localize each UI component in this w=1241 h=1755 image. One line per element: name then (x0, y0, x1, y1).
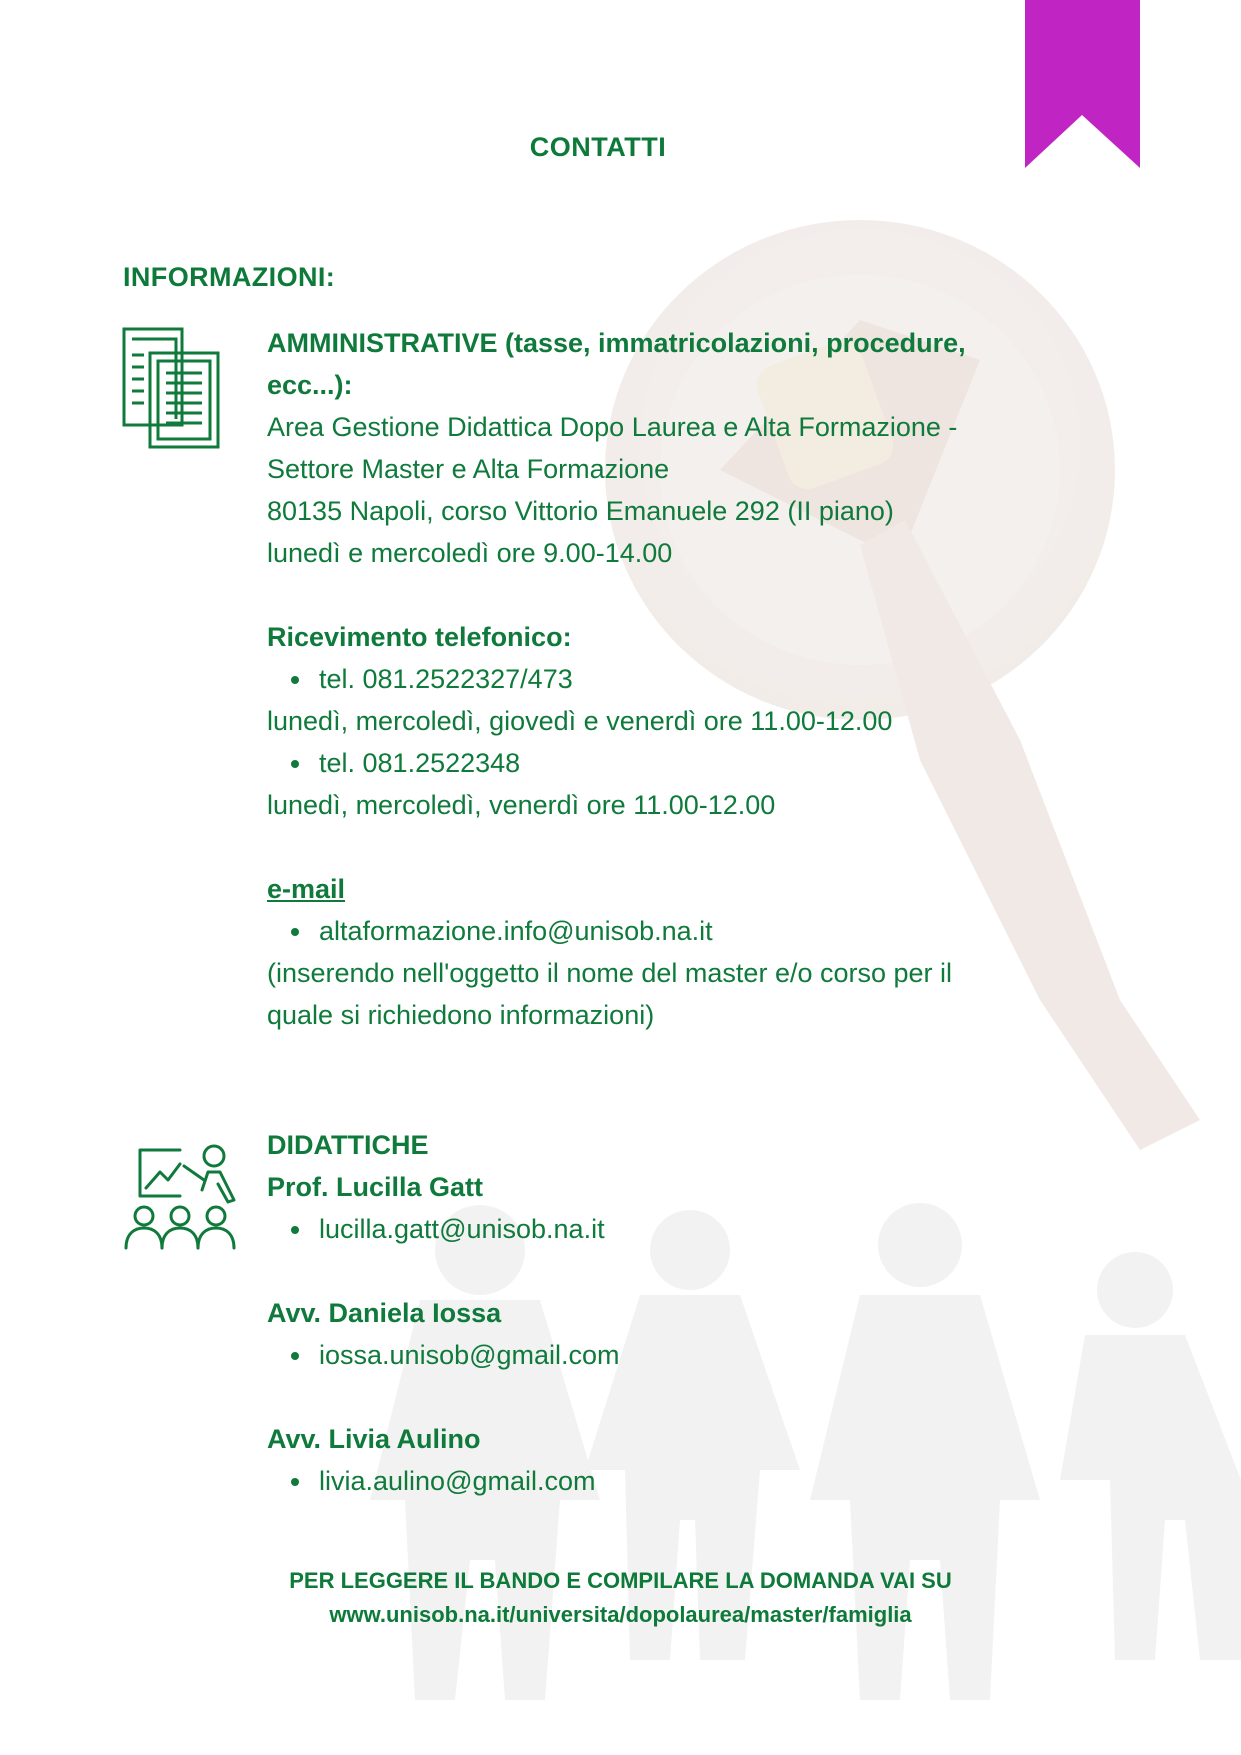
phone-hours-2: lunedì, mercoledì, venerdì ore 11.00-12.00 (267, 790, 776, 820)
contact-name: Avv. Daniela Iossa (267, 1298, 502, 1328)
email-heading: e-mail (267, 874, 346, 904)
contact-email[interactable]: iossa.unisob@gmail.com (267, 1334, 620, 1376)
page-title: CONTATTI (529, 132, 667, 162)
amministrative-heading-cont: ecc...): (267, 370, 353, 400)
office-name-cont: Settore Master e Alta Formazione (267, 454, 670, 484)
footer-cta: PER LEGGERE IL BANDO E COMPILARE LA DOMANDA VAI SU (289, 1568, 952, 1593)
phone-number-1[interactable]: tel. 081.2522327/473 (267, 658, 966, 700)
amministrative-block (267, 322, 966, 1036)
contact-email[interactable]: livia.aulino@gmail.com (267, 1460, 620, 1502)
footer (0, 1564, 1241, 1632)
contact-name: Avv. Livia Aulino (267, 1424, 481, 1454)
informazioni-heading: INFORMAZIONI: (123, 262, 336, 292)
phone-heading: Ricevimento telefonico: (267, 622, 572, 652)
amministrative-heading: AMMINISTRATIVE (tasse, immatricolazioni, procedure, (267, 328, 966, 358)
office-address: 80135 Napoli, corso Vittorio Emanuele 292 (II piano) (267, 496, 894, 526)
presentation-teacher-icon (122, 1140, 247, 1255)
office-hours: lunedì e mercoledì ore 9.00-14.00 (267, 538, 673, 568)
contact-email[interactable]: lucilla.gatt@unisob.na.it (267, 1208, 620, 1250)
documents-icon (122, 325, 222, 450)
didattiche-heading: DIDATTICHE (267, 1130, 429, 1160)
phone-hours-1: lunedì, mercoledì, giovedì e venerdì ore 11.00-12.00 (267, 706, 893, 736)
email-link[interactable]: altaformazione.info@unisob.na.it (267, 910, 966, 952)
phone-number-2[interactable]: tel. 081.2522348 (267, 742, 966, 784)
email-note-cont: quale si richiedono informazioni) (267, 1000, 655, 1030)
footer-url[interactable]: www.unisob.na.it/universita/dopolaurea/master/famiglia (329, 1602, 912, 1627)
contact-name: Prof. Lucilla Gatt (267, 1172, 484, 1202)
office-name: Area Gestione Didattica Dopo Laurea e Alta Formazione - (267, 412, 958, 442)
didattiche-block (267, 1124, 620, 1502)
email-note: (inserendo nell'oggetto il nome del master e/o corso per il (267, 958, 953, 988)
